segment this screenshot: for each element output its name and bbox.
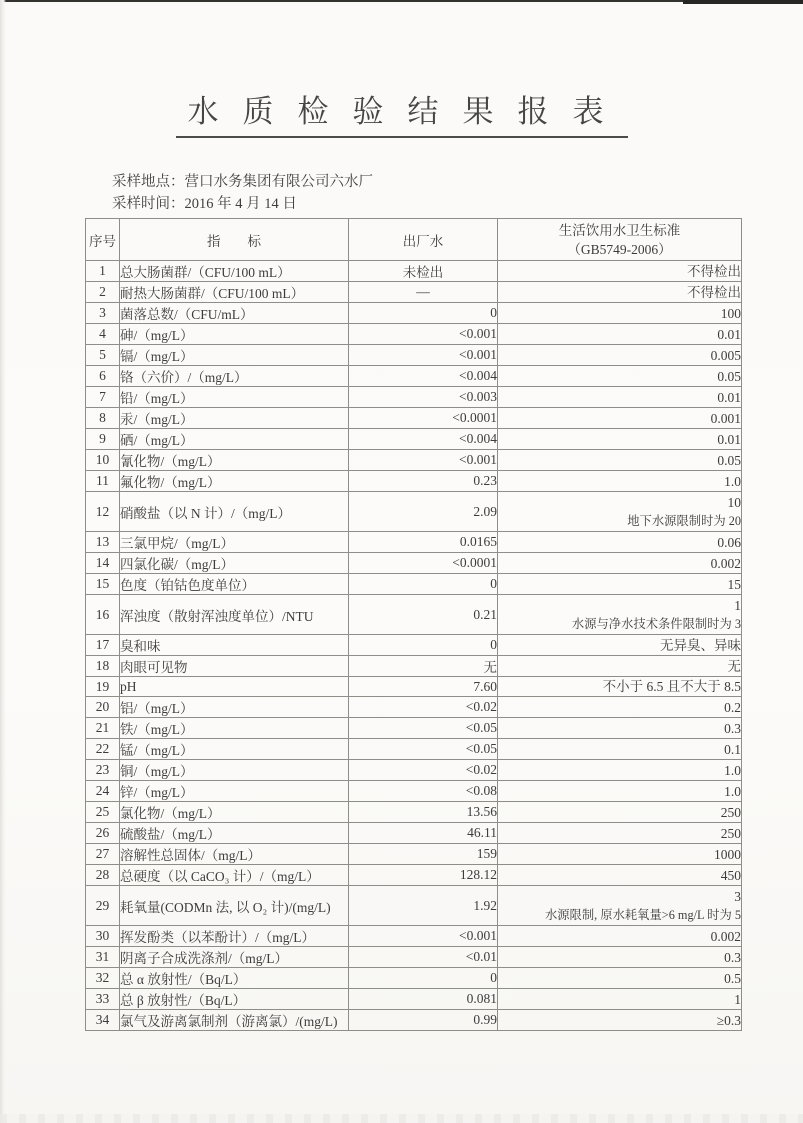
- standard-limit-cell: [498, 492, 742, 532]
- sampling-info: [112, 172, 373, 215]
- finished-water-value-cell: 0: [349, 968, 498, 989]
- standard-limit-line: 1000: [714, 846, 741, 862]
- table-row: [86, 802, 742, 823]
- header-no: 序号: [86, 219, 120, 261]
- row-number-cell: 30: [86, 926, 120, 947]
- table-body: [86, 261, 742, 1031]
- header-standard-line1: 生活饮用水卫生标准: [558, 222, 681, 238]
- standard-limit-cell: [498, 677, 742, 697]
- indicator-cell: 耗氧量(CODMn 法, 以 O₂ 计)/(mg/L): [120, 886, 349, 926]
- indicator-cell: 总 β 放射性/（Bq/L）: [120, 989, 349, 1010]
- standard-limit-cell: [498, 656, 742, 677]
- standard-limit-line: 15: [727, 576, 741, 592]
- standard-limit-line: 0.005: [710, 347, 741, 363]
- indicator-cell: 锌/（mg/L）: [120, 781, 349, 802]
- standard-limit-line: 0.002: [710, 928, 741, 944]
- indicator-cell: 总硬度（以 CaCO₃ 计）/（mg/L）: [120, 865, 349, 886]
- table-row: [86, 471, 742, 492]
- indicator-cell: 硒/（mg/L）: [120, 429, 349, 450]
- row-number-cell: 23: [86, 760, 120, 781]
- standard-limit-line: 0.5: [724, 970, 741, 986]
- standard-limit-cell: [498, 408, 742, 429]
- table-row: [86, 781, 742, 802]
- row-number-cell: 5: [86, 345, 120, 366]
- row-number-cell: 1: [86, 261, 120, 282]
- page-title: 水质检验结果报表: [176, 86, 628, 138]
- finished-water-value-cell: <0.05: [349, 739, 498, 760]
- finished-water-value-cell: 未检出: [349, 261, 498, 282]
- standard-limit-cell: [498, 886, 742, 926]
- water-quality-table: [85, 218, 742, 1031]
- table-row: [86, 697, 742, 718]
- standard-limit-line: 水源限制, 原水耗氧量>6 mg/L 时为 5: [544, 907, 741, 922]
- standard-limit-line: 450: [720, 867, 741, 883]
- row-number-cell: 13: [86, 532, 120, 553]
- row-number-cell: 21: [86, 718, 120, 739]
- standard-limit-cell: [498, 324, 742, 345]
- finished-water-value-cell: 2.09: [349, 492, 498, 532]
- standard-limit-line: 0.001: [710, 410, 741, 426]
- finished-water-value-cell: 无: [349, 656, 498, 677]
- table-row: [86, 574, 742, 595]
- table-row: [86, 303, 742, 324]
- row-number-cell: 24: [86, 781, 120, 802]
- scan-artifact-bottom-edge: [0, 1114, 803, 1123]
- finished-water-value-cell: 0: [349, 303, 498, 324]
- table-row: [86, 844, 742, 865]
- row-number-cell: 16: [86, 595, 120, 635]
- indicator-cell: 臭和味: [120, 635, 349, 656]
- standard-limit-cell: [498, 697, 742, 718]
- table-row: [86, 324, 742, 345]
- row-number-cell: 9: [86, 429, 120, 450]
- row-number-cell: 6: [86, 366, 120, 387]
- sampling-time: 采样时间：2016 年 4 月 14 日: [112, 195, 297, 212]
- finished-water-value-cell: <0.02: [349, 697, 498, 718]
- table-row: [86, 366, 742, 387]
- standard-limit-cell: [498, 802, 742, 823]
- standard-limit-line: 1.0: [724, 473, 741, 489]
- standard-limit-line: 地下水源限制时为 20: [627, 513, 741, 528]
- table-row: [86, 886, 742, 926]
- table-row: [86, 656, 742, 677]
- standard-limit-line: 无: [727, 658, 741, 674]
- indicator-cell: 砷/（mg/L）: [120, 324, 349, 345]
- indicator-cell: 氰化物/（mg/L）: [120, 450, 349, 471]
- standard-limit-cell: [498, 739, 742, 760]
- finished-water-value-cell: 0.99: [349, 1010, 498, 1031]
- finished-water-value-cell: 1.92: [349, 886, 498, 926]
- finished-water-value-cell: <0.0001: [349, 408, 498, 429]
- indicator-cell: 硫酸盐/（mg/L）: [120, 823, 349, 844]
- standard-limit-cell: [498, 718, 742, 739]
- finished-water-value-cell: 7.60: [349, 677, 498, 697]
- standard-limit-line: 0.01: [717, 389, 741, 405]
- standard-limit-line: 水源与净水技术条件限制时为 3: [571, 616, 741, 631]
- table-row: [86, 553, 742, 574]
- indicator-cell: 锰/（mg/L）: [120, 739, 349, 760]
- indicator-cell: 总大肠菌群/（CFU/100 mL）: [120, 261, 349, 282]
- table-row: [86, 677, 742, 697]
- finished-water-value-cell: 46.11: [349, 823, 498, 844]
- standard-limit-cell: [498, 781, 742, 802]
- row-number-cell: 4: [86, 324, 120, 345]
- table-row: [86, 760, 742, 781]
- table-row: [86, 450, 742, 471]
- finished-water-value-cell: <0.01: [349, 947, 498, 968]
- indicator-cell: 总 α 放射性/（Bq/L）: [120, 968, 349, 989]
- table-row: [86, 408, 742, 429]
- standard-limit-cell: [498, 450, 742, 471]
- standard-limit-line: 1.0: [724, 762, 741, 778]
- row-number-cell: 18: [86, 656, 120, 677]
- scan-artifact-top-right: [683, 0, 803, 4]
- table-header-row: [86, 219, 742, 261]
- table-row: [86, 429, 742, 450]
- indicator-cell: 阴离子合成洗涤剂/（mg/L）: [120, 947, 349, 968]
- standard-limit-cell: [498, 865, 742, 886]
- row-number-cell: 27: [86, 844, 120, 865]
- standard-limit-cell: [498, 471, 742, 492]
- standard-limit-cell: [498, 303, 742, 324]
- finished-water-value-cell: <0.001: [349, 345, 498, 366]
- title-area: [0, 86, 803, 138]
- finished-water-value-cell: 13.56: [349, 802, 498, 823]
- standard-limit-line: 0.2: [724, 699, 741, 715]
- indicator-cell: 镉/（mg/L）: [120, 345, 349, 366]
- table-row: [86, 261, 742, 282]
- standard-limit-line: 无异臭、异味: [660, 637, 741, 653]
- standard-limit-line: 0.1: [724, 741, 741, 757]
- row-number-cell: 25: [86, 802, 120, 823]
- indicator-cell: 溶解性总固体/（mg/L）: [120, 844, 349, 865]
- header-standard-line2: （GB5749-2006）: [567, 241, 672, 257]
- table-row: [86, 718, 742, 739]
- indicator-cell: 四氯化碳/（mg/L）: [120, 553, 349, 574]
- standard-limit-line: 0.01: [717, 431, 741, 447]
- table-row: [86, 926, 742, 947]
- finished-water-value-cell: <0.001: [349, 324, 498, 345]
- standard-limit-cell: [498, 947, 742, 968]
- standard-limit-cell: [498, 823, 742, 844]
- indicator-cell: 汞/（mg/L）: [120, 408, 349, 429]
- standard-limit-cell: [498, 345, 742, 366]
- standard-limit-cell: [498, 261, 742, 282]
- indicator-cell: pH: [120, 677, 349, 697]
- standard-limit-line: 0.3: [724, 720, 741, 736]
- row-number-cell: 7: [86, 387, 120, 408]
- finished-water-value-cell: 0.0165: [349, 532, 498, 553]
- standard-limit-cell: [498, 429, 742, 450]
- standard-limit-cell: [498, 366, 742, 387]
- standard-limit-line: 0.01: [717, 326, 741, 342]
- row-number-cell: 8: [86, 408, 120, 429]
- indicator-cell: 铜/（mg/L）: [120, 760, 349, 781]
- standard-limit-line: 不得检出: [687, 284, 741, 300]
- table-row: [86, 635, 742, 656]
- standard-limit-cell: [498, 926, 742, 947]
- row-number-cell: 20: [86, 697, 120, 718]
- standard-limit-line: 250: [720, 804, 741, 820]
- indicator-cell: 三氯甲烷/（mg/L）: [120, 532, 349, 553]
- row-number-cell: 12: [86, 492, 120, 532]
- table-row: [86, 532, 742, 553]
- row-number-cell: 31: [86, 947, 120, 968]
- row-number-cell: 28: [86, 865, 120, 886]
- standard-limit-cell: [498, 968, 742, 989]
- table-row: [86, 282, 742, 303]
- standard-limit-cell: [498, 387, 742, 408]
- table-row: [86, 823, 742, 844]
- finished-water-value-cell: 0.081: [349, 989, 498, 1010]
- row-number-cell: 14: [86, 553, 120, 574]
- finished-water-value-cell: —: [349, 282, 498, 303]
- indicator-cell: 氯气及游离氯制剂（游离氯）/(mg/L): [120, 1010, 349, 1031]
- standard-limit-line: 0.05: [717, 368, 741, 384]
- finished-water-value-cell: <0.004: [349, 366, 498, 387]
- standard-limit-cell: [498, 553, 742, 574]
- standard-limit-cell: [498, 595, 742, 635]
- indicator-cell: 菌落总数/（CFU/mL）: [120, 303, 349, 324]
- sampling-location: 采样地点：营口水务集团有限公司六水厂: [112, 174, 373, 190]
- indicator-cell: 色度（铂钴色度单位）: [120, 574, 349, 595]
- indicator-cell: 浑浊度（散射浑浊度单位）/NTU: [120, 595, 349, 635]
- standard-limit-cell: [498, 574, 742, 595]
- standard-limit-cell: [498, 844, 742, 865]
- table-row: [86, 345, 742, 366]
- row-number-cell: 15: [86, 574, 120, 595]
- table-row: [86, 865, 742, 886]
- header-indicator: 指 标: [120, 219, 349, 261]
- finished-water-value-cell: <0.001: [349, 926, 498, 947]
- finished-water-value-cell: <0.08: [349, 781, 498, 802]
- row-number-cell: 34: [86, 1010, 120, 1031]
- row-number-cell: 17: [86, 635, 120, 656]
- row-number-cell: 22: [86, 739, 120, 760]
- indicator-cell: 氯化物/（mg/L）: [120, 802, 349, 823]
- standard-limit-line: 1: [734, 597, 741, 613]
- standard-limit-cell: [498, 1010, 742, 1031]
- row-number-cell: 26: [86, 823, 120, 844]
- row-number-cell: 32: [86, 968, 120, 989]
- header-standard: [498, 219, 742, 261]
- standard-limit-line: 250: [720, 825, 741, 841]
- standard-limit-cell: [498, 532, 742, 553]
- standard-limit-line: 不小于 6.5 且不大于 8.5: [602, 679, 741, 694]
- standard-limit-line: ≥0.3: [716, 1012, 741, 1028]
- indicator-cell: 铁/（mg/L）: [120, 718, 349, 739]
- finished-water-value-cell: 0: [349, 635, 498, 656]
- indicator-cell: 硝酸盐（以 N 计）/（mg/L）: [120, 492, 349, 532]
- standard-limit-line: 0.06: [717, 534, 741, 550]
- finished-water-value-cell: <0.001: [349, 450, 498, 471]
- table-row: [86, 387, 742, 408]
- standard-limit-cell: [498, 760, 742, 781]
- standard-limit-cell: [498, 989, 742, 1010]
- header-finished-water: 出厂水: [349, 219, 498, 261]
- standard-limit-cell: [498, 635, 742, 656]
- finished-water-value-cell: <0.004: [349, 429, 498, 450]
- standard-limit-line: 3: [734, 888, 741, 904]
- table-row: [86, 739, 742, 760]
- standard-limit-line: 100: [720, 305, 741, 321]
- row-number-cell: 3: [86, 303, 120, 324]
- row-number-cell: 11: [86, 471, 120, 492]
- finished-water-value-cell: 0: [349, 574, 498, 595]
- finished-water-value-cell: 0.21: [349, 595, 498, 635]
- indicator-cell: 铝/（mg/L）: [120, 697, 349, 718]
- finished-water-value-cell: <0.02: [349, 760, 498, 781]
- table-row: [86, 595, 742, 635]
- finished-water-value-cell: <0.0001: [349, 553, 498, 574]
- indicator-cell: 铬（六价）/（mg/L）: [120, 366, 349, 387]
- standard-limit-line: 0.3: [724, 949, 741, 965]
- finished-water-value-cell: 159: [349, 844, 498, 865]
- table-row: [86, 492, 742, 532]
- table-row: [86, 968, 742, 989]
- indicator-cell: 肉眼可见物: [120, 656, 349, 677]
- finished-water-value-cell: 128.12: [349, 865, 498, 886]
- standard-limit-line: 0.05: [717, 452, 741, 468]
- standard-limit-line: 1: [734, 991, 741, 1007]
- standard-limit-cell: [498, 282, 742, 303]
- scan-artifact-left-edge: [0, 0, 6, 1123]
- standard-limit-line: 10: [727, 494, 741, 510]
- standard-limit-line: 0.002: [710, 555, 741, 571]
- indicator-cell: 氟化物/（mg/L）: [120, 471, 349, 492]
- indicator-cell: 铅/（mg/L）: [120, 387, 349, 408]
- row-number-cell: 19: [86, 677, 120, 697]
- finished-water-value-cell: <0.003: [349, 387, 498, 408]
- finished-water-value-cell: 0.23: [349, 471, 498, 492]
- table-row: [86, 1010, 742, 1031]
- row-number-cell: 29: [86, 886, 120, 926]
- finished-water-value-cell: <0.05: [349, 718, 498, 739]
- row-number-cell: 33: [86, 989, 120, 1010]
- indicator-cell: 耐热大肠菌群/（CFU/100 mL）: [120, 282, 349, 303]
- row-number-cell: 10: [86, 450, 120, 471]
- standard-limit-line: 不得检出: [687, 263, 741, 279]
- row-number-cell: 2: [86, 282, 120, 303]
- standard-limit-line: 1.0: [724, 783, 741, 799]
- table-row: [86, 947, 742, 968]
- indicator-cell: 挥发酚类（以苯酚计）/（mg/L）: [120, 926, 349, 947]
- table-row: [86, 989, 742, 1010]
